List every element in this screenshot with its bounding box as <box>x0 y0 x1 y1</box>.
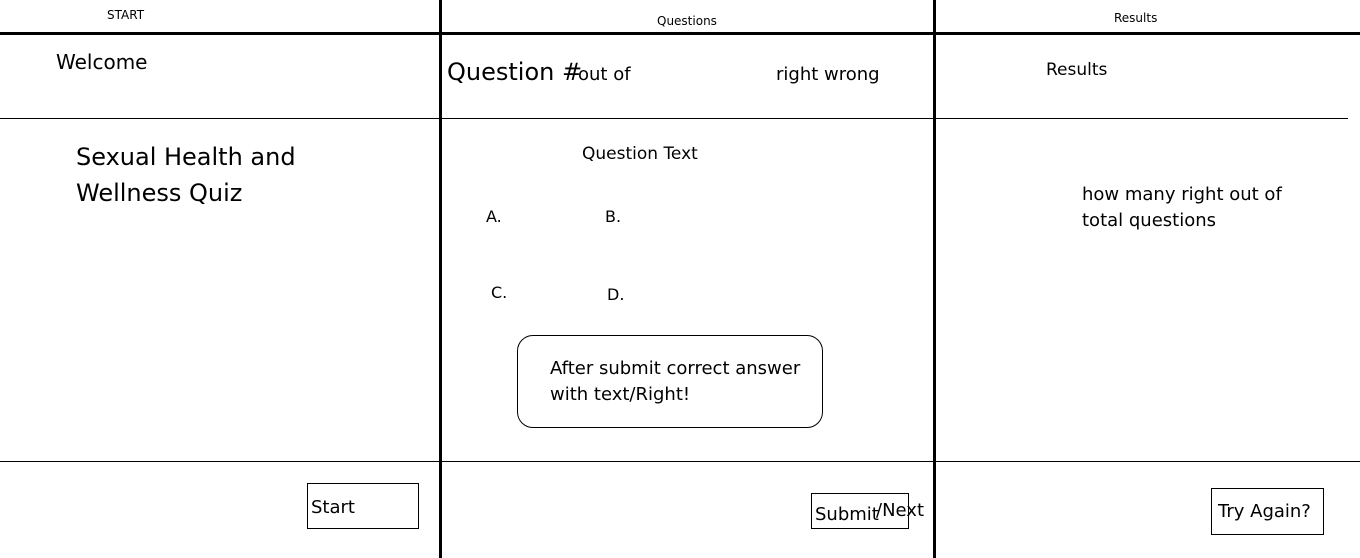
score-right-wrong: right wrong <box>776 64 880 85</box>
question-out-of: out of <box>578 64 631 85</box>
start-button-label: Start <box>311 497 355 518</box>
answer-option-d[interactable]: D. <box>607 285 625 304</box>
try-again-button[interactable] <box>1211 488 1324 535</box>
title-row-divider <box>0 118 1348 119</box>
answer-option-a[interactable]: A. <box>486 207 502 226</box>
answer-option-c[interactable]: C. <box>491 283 508 302</box>
divider-questions-results <box>933 0 936 558</box>
start-column-header: START <box>107 8 145 22</box>
answer-feedback-text: After submit correct answer with text/Right! <box>550 358 801 405</box>
question-text: Question Text <box>582 144 698 164</box>
divider-start-questions <box>439 0 442 558</box>
questions-column-header: Questions <box>657 14 717 28</box>
results-title: Results <box>1046 60 1108 80</box>
next-button[interactable]: /Next <box>876 500 924 521</box>
quiz-title: Sexual Health and Wellness Quiz <box>76 143 296 207</box>
answer-feedback-box <box>517 335 823 428</box>
submit-button-label: Submit <box>815 504 879 525</box>
start-button[interactable] <box>307 483 419 529</box>
question-number: Question # <box>447 58 583 86</box>
welcome-text: Welcome <box>56 50 148 74</box>
results-summary: how many right out of total questions <box>1082 184 1282 231</box>
footer-divider <box>0 461 1360 462</box>
header-divider <box>0 32 1360 35</box>
answer-option-b[interactable]: B. <box>605 207 622 226</box>
try-again-button-label: Try Again? <box>1218 501 1311 522</box>
results-column-header: Results <box>1114 11 1158 25</box>
